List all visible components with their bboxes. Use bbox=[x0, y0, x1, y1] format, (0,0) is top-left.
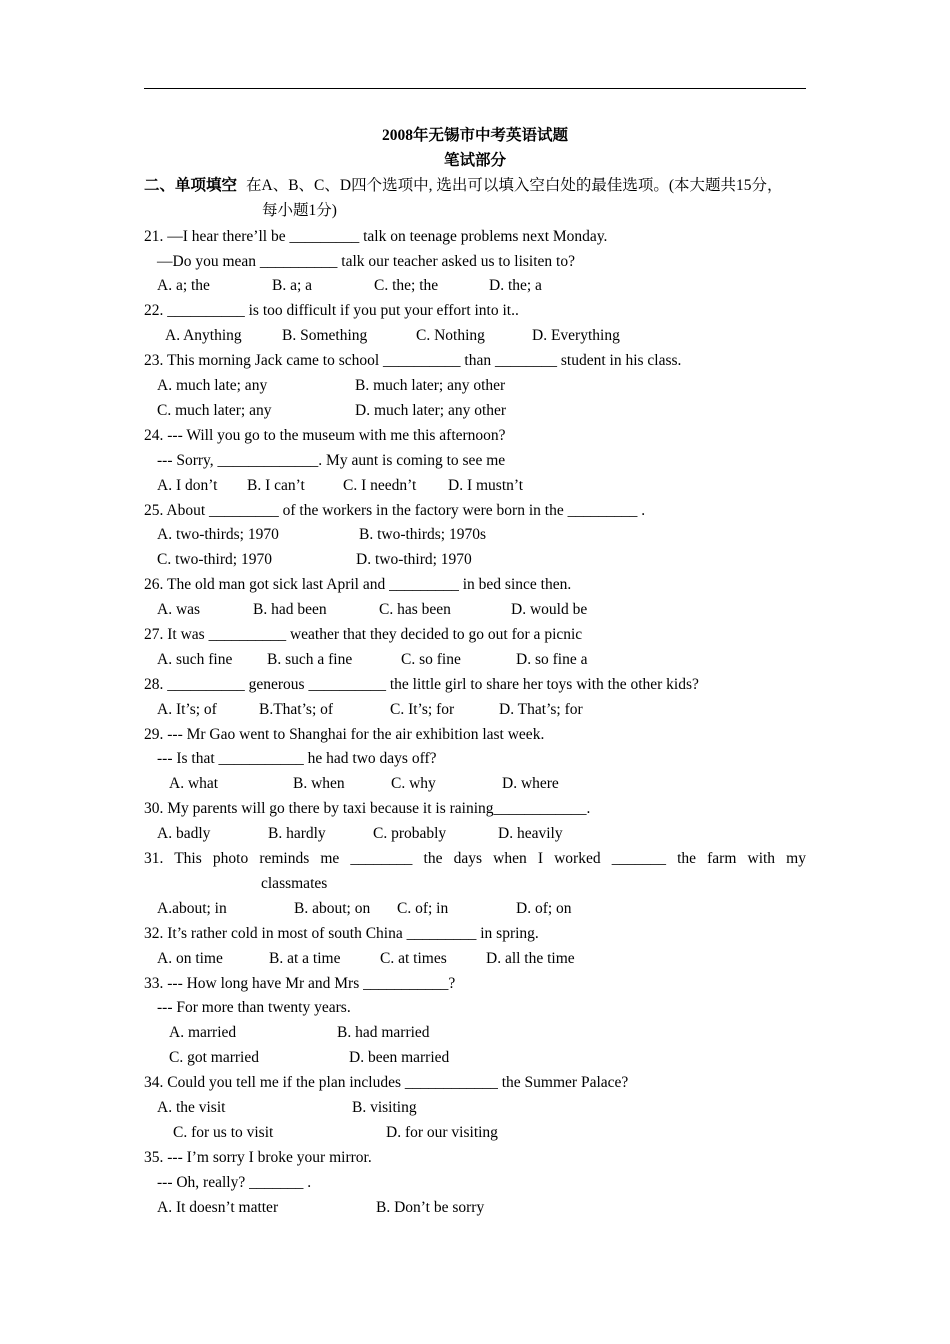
option-32-c: C. at times bbox=[380, 950, 447, 967]
option-29-c: C. why bbox=[391, 775, 436, 792]
option-27-d: D. so fine a bbox=[516, 651, 588, 668]
option-33-c: C. got married bbox=[169, 1049, 259, 1066]
option-29-d: D. where bbox=[502, 775, 559, 792]
option-21-a: A. a; the bbox=[157, 277, 210, 294]
page-title: 2008年无锡市中考英语试题 bbox=[381, 127, 568, 144]
option-24-b: B. I can’t bbox=[247, 477, 305, 494]
option-22-b: B. Something bbox=[282, 327, 368, 344]
section-heading: 二、单项填空 bbox=[144, 177, 238, 194]
question-22: 22. __________ is too difficult if you put your effort into it.. bbox=[144, 302, 519, 319]
option-33-b: B. had married bbox=[337, 1024, 430, 1041]
question-33-line2: --- For more than twenty years. bbox=[157, 999, 351, 1016]
option-23-d: D. much later; any other bbox=[355, 402, 507, 419]
option-26-b: B. had been bbox=[253, 601, 327, 618]
question-35: 35. --- I’m sorry I broke your mirror. bbox=[144, 1149, 372, 1166]
question-31: 31. This photo reminds me ________ the days when I worked _______ the farm with my bbox=[144, 850, 806, 867]
option-22-d: D. Everything bbox=[532, 327, 620, 344]
option-35-b: B. Don’t be sorry bbox=[376, 1199, 485, 1216]
question-35-line2: --- Oh, really? _______ . bbox=[157, 1174, 312, 1191]
question-27: 27. It was __________ weather that they decided to go out for a picnic bbox=[144, 626, 583, 643]
question-34: 34. Could you tell me if the plan includes ____________ the Summer Palace? bbox=[144, 1074, 629, 1091]
option-26-c: C. has been bbox=[379, 601, 451, 618]
option-34-b: B. visiting bbox=[352, 1099, 417, 1116]
option-32-a: A. on time bbox=[157, 950, 223, 967]
option-25-c: C. two-third; 1970 bbox=[157, 551, 272, 568]
option-23-a: A. much late; any bbox=[157, 377, 268, 394]
option-21-d: D. the; a bbox=[489, 277, 542, 294]
section-instruction: 在A、B、C、D四个选项中, 选出可以填入空白处的最佳选项。(本大题共15分， bbox=[246, 177, 783, 194]
option-33-d: D. been married bbox=[349, 1049, 450, 1066]
section-instruction-cont: 每小题1分) bbox=[262, 202, 337, 219]
option-22-c: C. Nothing bbox=[416, 327, 485, 344]
option-21-b: B. a; a bbox=[272, 277, 313, 294]
option-28-d: D. That’s; for bbox=[499, 701, 583, 718]
option-25-d: D. two-third; 1970 bbox=[356, 551, 472, 568]
option-29-a: A. what bbox=[169, 775, 219, 792]
option-31-c: C. of; in bbox=[397, 900, 449, 917]
question-29: 29. --- Mr Gao went to Shanghai for the air exhibition last week. bbox=[144, 726, 545, 743]
page-subtitle: 笔试部分 bbox=[443, 152, 506, 169]
question-21-line2: —Do you mean __________ talk our teacher asked us to lisiten to? bbox=[157, 253, 575, 270]
option-31-b: B. about; on bbox=[294, 900, 371, 917]
option-28-c: C. It’s; for bbox=[390, 701, 455, 718]
option-23-b: B. much later; any other bbox=[355, 377, 506, 394]
option-22-a: A. Anything bbox=[165, 327, 242, 344]
question-32: 32. It’s rather cold in most of south China _________ in spring. bbox=[144, 925, 539, 942]
option-24-a: A. I don’t bbox=[157, 477, 218, 494]
option-21-c: C. the; the bbox=[374, 277, 439, 294]
option-24-c: C. I needn’t bbox=[343, 477, 417, 494]
option-32-b: B. at a time bbox=[269, 950, 341, 967]
question-24-line2: --- Sorry, _____________. My aunt is coming to see me bbox=[157, 452, 506, 469]
question-31-line2: classmates bbox=[261, 875, 328, 892]
option-32-d: D. all the time bbox=[486, 950, 575, 967]
option-31-d: D. of; on bbox=[516, 900, 572, 917]
option-30-c: C. probably bbox=[373, 825, 447, 842]
option-31-a: A.about; in bbox=[157, 900, 227, 917]
option-33-a: A. married bbox=[169, 1024, 237, 1041]
option-30-a: A. badly bbox=[157, 825, 211, 842]
question-24: 24. --- Will you go to the museum with me this afternoon? bbox=[144, 427, 506, 444]
option-34-a: A. the visit bbox=[157, 1099, 226, 1116]
option-34-d: D. for our visiting bbox=[386, 1124, 498, 1141]
question-33: 33. --- How long have Mr and Mrs ___________? bbox=[144, 975, 456, 992]
option-26-d: D. would be bbox=[511, 601, 588, 618]
option-30-b: B. hardly bbox=[268, 825, 326, 842]
option-27-a: A. such fine bbox=[157, 651, 233, 668]
option-34-c: C. for us to visit bbox=[173, 1124, 274, 1141]
question-25: 25. About _________ of the workers in the factory were born in the _________ . bbox=[144, 502, 646, 519]
option-25-b: B. two-thirds; 1970s bbox=[359, 526, 487, 543]
header-rule bbox=[144, 88, 806, 89]
option-25-a: A. two-thirds; 1970 bbox=[157, 526, 279, 543]
option-29-b: B. when bbox=[293, 775, 345, 792]
option-23-c: C. much later; any bbox=[157, 402, 272, 419]
option-28-a: A. It’s; of bbox=[157, 701, 217, 718]
question-30: 30. My parents will go there by taxi because it is raining____________. bbox=[144, 800, 591, 817]
question-26: 26. The old man got sick last April and _________ in bed since then. bbox=[144, 576, 572, 593]
question-21: 21. —I hear there’ll be _________ talk on teenage problems next Monday. bbox=[144, 228, 608, 245]
option-35-a: A. It doesn’t matter bbox=[157, 1199, 279, 1216]
option-26-a: A. was bbox=[157, 601, 201, 618]
option-24-d: D. I mustn’t bbox=[448, 477, 524, 494]
question-29-line2: --- Is that ___________ he had two days off? bbox=[157, 750, 437, 767]
option-28-b: B.That’s; of bbox=[259, 701, 334, 718]
option-30-d: D. heavily bbox=[498, 825, 563, 842]
option-27-c: C. so fine bbox=[401, 651, 461, 668]
question-23: 23. This morning Jack came to school __________ than ________ student in his class. bbox=[144, 352, 682, 369]
option-27-b: B. such a fine bbox=[267, 651, 353, 668]
question-28: 28. __________ generous __________ the little girl to share her toys with the other kids? bbox=[144, 676, 699, 693]
